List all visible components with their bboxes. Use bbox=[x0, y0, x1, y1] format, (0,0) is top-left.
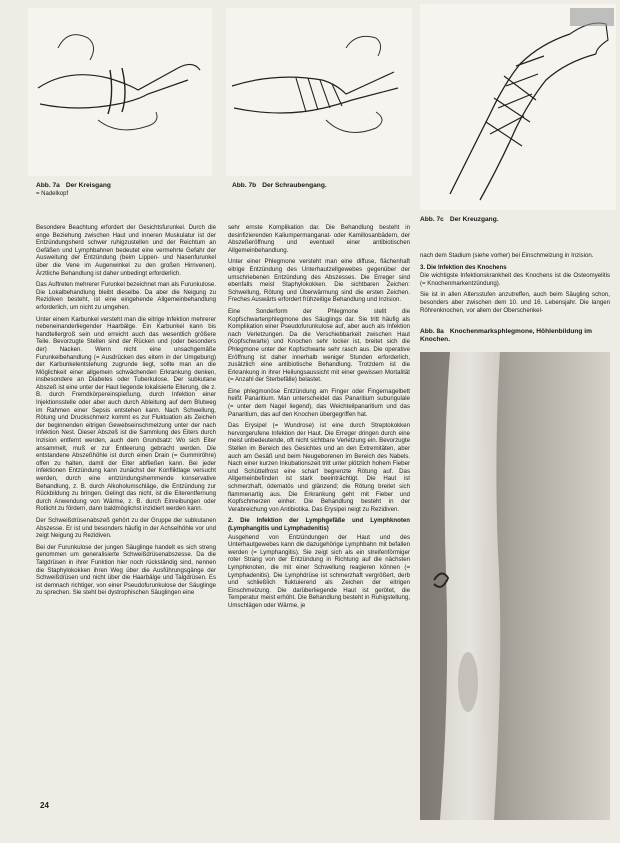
paragraph: nach dem Stadium (siehe vorher) bei Einschmelzung in Inzision. bbox=[420, 252, 594, 259]
figure-7b-caption bbox=[232, 182, 412, 190]
figure-7a-number: Abb. 7a bbox=[36, 182, 60, 189]
figure-8a-caption bbox=[420, 328, 610, 344]
page-number: 24 bbox=[40, 801, 49, 810]
figure-7c-illustration bbox=[420, 4, 616, 210]
text-column-2 bbox=[228, 224, 410, 824]
paragraph: Eine phlegmonöse Entzündung am Finger oder Fingernagelbett heißt Panaritium. Man unterscheidet das Panaritium subungulale (= unter dem Nagel liegend), das Weichteilpanaritium und das Panaritium, das auf den Knochen übergegriffen hat. bbox=[228, 387, 410, 418]
figure-8a-title: Knochenmarksphlegmone, Höhlenbildung im Knochen. bbox=[420, 328, 592, 343]
paragraph: sehr ernste Komplikation dar. Die Behandlung besteht in desinfizierenden Kaliumpermanganat- oder Kamillosanbädern, der Abszeßeröffnung und eventuell einer antibiotischen Allgemeinbehandlung. bbox=[228, 224, 410, 254]
figure-7a-caption bbox=[36, 182, 216, 198]
text-column-3 bbox=[420, 252, 610, 334]
section-heading: 2. Die Infektion der Lymphgefäße und Lymphknoten (Lymphangitis und Lymphadenitis) bbox=[228, 517, 410, 532]
paragraph: Die wichtigste Infektionskrankheit des Knochens ist die Osteomyelitis (= Knochenmarkentzündung). bbox=[420, 272, 610, 287]
figure-7c-title: Der Kreuzgang. bbox=[449, 216, 499, 223]
figure-7a-illustration bbox=[28, 8, 212, 176]
text-column-1 bbox=[36, 224, 216, 796]
figure-8a-number: Abb. 8a bbox=[420, 328, 444, 335]
xray-image bbox=[420, 352, 610, 820]
figure-7b-illustration bbox=[226, 8, 412, 176]
paragraph: Besondere Beachtung erfordert der Gesichtsfurunkel. Durch die enge Beziehung zwischen Haut und inneren Muskulatur ist der Entzündungsherd schwer ruhigzustellen und der Reichtum an Gefäßen und Lymphbahnen bedeutet eine vermehrte Gefahr der Ausweitung der Entzündung (beim Lippen- und Nasenfurunkel über die Vene im Augenwinkel zu den großen Hirnvenen). Ärztliche Behandlung ist daher unbedingt erforderlich. bbox=[36, 224, 216, 277]
paragraph: Bei der Furunkulose der jungen Säuglinge handelt es sich streng genommen um generalisierte Schweißdrüsenabszesse. Da die Talgdrüsen in ihrer Funktion hier noch rückständig sind, nennen die Staphylokokken ihren Weg über die Ausführungsgänge der Schweißdrüsen und nicht über die Haarbälge und Talgdrüsen. Es ist demnach richtiger, von einer Pseudofurunkulose der Säuglinge zu sprechen. Sie steht bei dystrophischen Säuglingen eine bbox=[36, 543, 216, 597]
figure-7a-subtitle: = Nadelkopf bbox=[36, 191, 69, 197]
figure-7a-title: Der Kreisgang bbox=[65, 182, 111, 189]
paragraph: Unter einem Karbunkel versteht man die eitrige Infektion mehrerer nebeneinanderliegender Haarbälge. Ein Karbunkel kann bis handtellergroß sein und erreicht auch das wesentlich größere Teile. Bevorzugte Stellen sind der Rücken und (oder besonders der) Nacken. Wenn nicht eine unsachgemäße Furunkelbehandlung (= Ausdrücken des eitern in der Umgebung) der Karbunkelentstehung zugrunde liegt, sollte man an die Möglichkeit einer allgemein schwächenden Erkrankung denken, insbesondere an Diabetes oder Tuberkulose. Der subkutane Abszeß ist eine unter der Haut liegende lokalisierte Eiterung, die z. B. durch Fremdkörpereinspießung, durch Infektion einer Injektionsstelle oder aber auch durch Ableitung auf dem Blutweg im Rahmen einer Sepsis entstehen kann. Nach Schwellung, Rötung und Druckschmerz kommt es zur Fluktuation als Zeichen der beginnenden eitrigen Gewebseinschmelzung unter der nach Infektion Nest. Dieser Abszeß ist die Sammlung des Eiters durch Inzision entfernt werden, auch dem Grundsatz: Wo sich Eiter ansammelt, muß er zur Entleerung gebracht werden. Die entstandene Abszeßhöhle ist durch einen Drain (= Gummiröhre) offen zu halten, damit der Eiter abfließen kann. Bei jeder Infektionen Entzündung kann zunächst der Konfliktlage versucht werden, durch eine entzündungshemmende konservative Behandlung, z. B. durch Alkoholumschläge, die Entzündung zur Rückbildung zu bringen. Gelingt das nicht, ist die Eiterentfernung durch Anwendung von Wärme, z. B. durch Einreibungen oder Rotlicht zu fördern, dann baldmöglichst inzidiert werden kann. bbox=[36, 315, 216, 513]
paragraph: Der Schweißdrüsenabszeß gehört zu der Gruppe der subkutanen Abszesse. Er ist und besonders häufig in der Achselhöhle vor und zeigt Neigung zu Rezidiven. bbox=[36, 516, 216, 540]
section-heading: 3. Die Infektion des Knochens bbox=[420, 263, 507, 271]
figure-7c-caption bbox=[420, 216, 610, 224]
paragraph: Sie ist in allen Altersstufen anzutreffen, auch beim Säugling schon, besonders aber zwischen dem 10. und 16. Lebensjahr. Die langen Röhrenknochen, vor allem der Oberschenkel- bbox=[420, 291, 610, 314]
paragraph: Ausgehend von Entzündungen der Haut und des Unterhautgewebes kann die dazugehörige Lymphbahn mit befallen werden (= Lymphangitis). Sie zeigt sich als ein streifenförmiger roter Strang von der Entzündung in Richtung auf die nächsten Lymphknoten, die mit einer Schwellung reagieren können (= Lymphadenitis). Die Lymphdrüse ist schmerzhaft vergrößert, derb und schließlich fluktuierend als Zeichen der eitrigen Einschmelzung. Die darüberliegende Haut ist gerötet, die Temperatur meist erhöht. Die Behandlung besteht in Ruhigstellung, Umschlägen oder Wärme, je bbox=[228, 533, 410, 609]
paragraph: Das Auftreten mehrerer Furunkel bezeichnet man als Furunkulose. Die Lokalbehandlung bleibt dieselbe. Da aber die Neigung zu Rezidiven besteht, ist eine eingehende Allgemeinbehandlung erforderlich, um nicht zu umgehen. bbox=[36, 281, 216, 311]
paragraph: Eine Sonderform der Phlegmone stellt die Kopfschwartenphlegmone des Säuglings dar. Sie tritt häufig als Komplikation einer Pseudofurunkulose auf, aber auch als Infektion nach Verletzungen. Da die Verschiebbarkeit zwischen Haut (Kopfschwarte) und Knochen sehr locker ist, breitet sich die Phlegmone unter der Kopfschwarte sehr rasch aus. Die operative Eröffnung ist daher innerhalb weniger Stunden erforderlich, zusätzlich eine antibiotische Behandlung. Trotzdem ist die Erkrankung in ihrer Heilungsaussicht mit einer gewissen Mortalität (= Anzahl der Sterbefälle) belastet. bbox=[228, 307, 410, 384]
figure-7c-number: Abb. 7c bbox=[420, 216, 444, 223]
figure-7b-title: Der Schraubengang. bbox=[262, 182, 327, 189]
paragraph: Unter einer Phlegmone versteht man eine diffuse, flächenhaft eitrige Entzündung des Unterhautzellgewebes gegenüber der umschriebenen Entzündung des Abszesses. Die Erreger sind ebenfalls meist Staphylokokken. Die sichtbaren Zeichen: Schwellung, Rötung und Überwärmung sind die ersten Zeichen. Freches Auswärts erfordert frühzeitige Behandlung und Inzision. bbox=[228, 258, 410, 304]
figure-7b-number: Abb. 7b bbox=[232, 182, 257, 189]
paragraph: Das Erysipel (= Wundrose) ist eine durch Streptokokken hervorgerufene Infektion der Haut. Die Erreger dringen durch eine meist unbedeutende, oft nicht sichtbare Verletzung ein. Bevorzugte Stellen im Bereich des Gesichtes und an den Extremitäten, aber auch am Gesäß und beim Neugeborenen im Bereich des Nabels. Nach einer kurzen Inkubationszeit tritt unter plötzlich hohem Fieber und Schüttelfrost eine scharf begrenzte Rötung auf. Das Allgemeinbefinden ist stark beeinträchtigt. Die Haut ist schmerzhaft, ödematös und glänzend; die Rötung breitet sich flammenartig aus. Die Erkrankung geht mit Fieber und Kopfschmerzen einher. Die Behandlung besteht in der Verabreichung von Antibiotika. Das Erysipel neigt zu Rezidiven. bbox=[228, 422, 410, 513]
